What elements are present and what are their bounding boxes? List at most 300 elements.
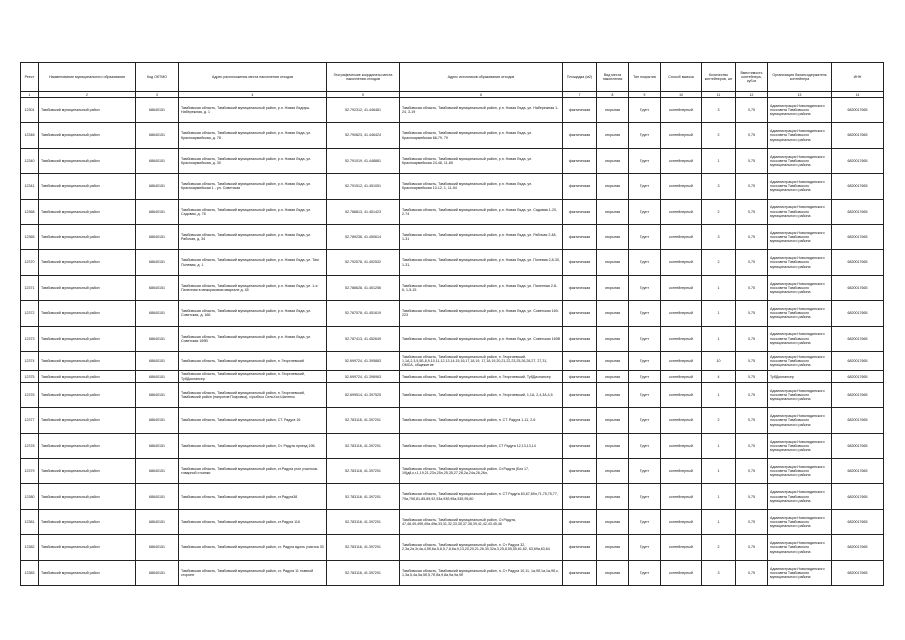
cell-site-kind: открытая (597, 560, 629, 585)
column-number: 3 (136, 92, 179, 98)
cell-site-kind: открытая (597, 382, 629, 407)
cell-area-type: фактическая (563, 250, 597, 275)
cell-owner: Администрация Новолядинского поссовета Тамбовского муниципального района (768, 275, 832, 300)
cell-site-kind: открытая (597, 98, 629, 123)
table-row (21, 382, 884, 407)
cell-cover: Грунт (629, 351, 661, 371)
cell-removal-method: контейнерный (661, 301, 702, 326)
cell-container-volume: 0,75 (736, 351, 768, 371)
cell-container-volume: 0,75 (736, 382, 768, 407)
cell-removal-method: контейнерный (661, 371, 702, 383)
cell-container-volume: 0,75 (736, 560, 768, 585)
cell-owner: Администрация Новолядинского поссовета Тамбовского муниципального района (768, 382, 832, 407)
cell-oktmo: 68640151 (136, 275, 179, 300)
cell-owner: Администрация Новолядинского поссовета Тамбовского муниципального района (768, 560, 832, 585)
cell-container-count: 2 (702, 199, 736, 224)
cell-container-volume: 0,75 (736, 123, 768, 148)
cell-oktmo: 68640151 (136, 382, 179, 407)
cell-id: 12340 (21, 148, 39, 173)
cell-container-count: 4 (702, 371, 736, 383)
cell-site-address: Тамбовская область, Тамбовский муниципальный район, р.п. Новая Ляда, ул. Красноармейская 1 - ул. Советская (179, 174, 327, 199)
cell-owner: Администрация Новолядинского поссовета Тамбовского муниципального района (768, 459, 832, 484)
cell-site-kind: открытая (597, 224, 629, 249)
cell-container-volume: 0,75 (736, 408, 768, 433)
cell-area-type: фактическая (563, 433, 597, 458)
cell-oktmo: 68640151 (136, 199, 179, 224)
cell-coordinates: 52.783116, 41.397201 (327, 484, 400, 509)
cell-removal-method: контейнерный (661, 459, 702, 484)
cell-site-address: Тамбовская область, Тамбовский муниципальный район, р.п. Новая Ляда, ул. Рабочая, д. 34 (179, 224, 327, 249)
cell-container-count: 1 (702, 459, 736, 484)
column-number: 13 (768, 92, 832, 98)
cell-oktmo: 68640151 (136, 148, 179, 173)
cell-sources: Тамбовская область, Тамбовский муниципальный район, р.п. Новая Ляда, ул. Красноармейская 24-48, 11-65 (400, 148, 563, 173)
cell-inn: 6820017665 (832, 351, 884, 371)
cell-inn: 6820017665 (832, 433, 884, 458)
cell-coordinates: 52.783116, 41.397201 (327, 408, 400, 433)
cell-coordinates: 52.699724, 41.396963 (327, 371, 400, 383)
column-header: Вместимость контейнера, куб.м (736, 63, 768, 92)
cell-oktmo: 68640151 (136, 535, 179, 560)
cell-inn: 6820017665 (832, 123, 884, 148)
table-row (21, 199, 884, 224)
cell-municipality: Тамбовский муниципальный район (39, 371, 136, 383)
cell-inn: 6820017665 (832, 224, 884, 249)
cell-container-count: 10 (702, 351, 736, 371)
table-row (21, 535, 884, 560)
cell-municipality: Тамбовский муниципальный район (39, 459, 136, 484)
cell-municipality: Тамбовский муниципальный район (39, 250, 136, 275)
cell-removal-method: контейнерный (661, 224, 702, 249)
cell-oktmo: 68640151 (136, 371, 179, 383)
cell-coordinates: 52.791512, 41.451051 (327, 174, 400, 199)
column-header: Адрес расположения места накопления отходов (179, 63, 327, 92)
cell-site-kind: открытая (597, 535, 629, 560)
header-row (21, 63, 884, 92)
cell-sources: Тамбовская область, Тамбовский муниципальный район, п. СТ. Радуга 1-11, 2-6 (400, 408, 563, 433)
cell-removal-method: контейнерный (661, 408, 702, 433)
table-row (21, 408, 884, 433)
cell-sources: Тамбовская область, Тамбовский муниципальный район, п. Ст Радуга 10,11, 1а,9б,1а,1а,9б,с, 1,3а,5,4а,5а,5б,5,7б,ба,9,8а,9а,9а,9б (400, 560, 563, 585)
cell-removal-method: контейнерный (661, 275, 702, 300)
cell-coordinates: 52.783116, 41.397201 (327, 433, 400, 458)
cell-coordinates: 52.699724, 41.395883 (327, 351, 400, 371)
cell-municipality: Тамбовский муниципальный район (39, 351, 136, 371)
column-header: Код ОКТМО (136, 63, 179, 92)
cell-id: 12381 (21, 509, 39, 534)
cell-municipality: Тамбовский муниципальный район (39, 98, 136, 123)
cell-inn: 6820017665 (832, 199, 884, 224)
cell-area-type: фактическая (563, 408, 597, 433)
cell-removal-method: контейнерный (661, 250, 702, 275)
column-header: Наименование муниципального образования (39, 63, 136, 92)
cell-sources: Тамбовская область, Тамбовский муниципальный район, р.п. Новая Ляда, ул. Советская 169В (400, 326, 563, 351)
cell-municipality: Тамбовский муниципальный район (39, 301, 136, 326)
column-number: 6 (400, 92, 563, 98)
cell-coordinates: 52.787413, 41.452649 (327, 326, 400, 351)
cell-owner: Администрация Новолядинского поссовета Тамбовского муниципального района (768, 174, 832, 199)
cell-removal-method: контейнерный (661, 123, 702, 148)
cell-coordinates: 52.792312, 41.446461 (327, 98, 400, 123)
cell-inn: 6820017665 (832, 484, 884, 509)
cell-inn: 6820017665 (832, 560, 884, 585)
cell-area-type: фактическая (563, 535, 597, 560)
cell-inn: 6820017665 (832, 408, 884, 433)
cell-container-count: 1 (702, 301, 736, 326)
cell-owner: Администрация Новолядинского поссовета Тамбовского муниципального района (768, 224, 832, 249)
cell-coordinates: 52.783116, 41.397201 (327, 560, 400, 585)
cell-id: 12372 (21, 301, 39, 326)
cell-sources: Тамбовская область, Тамбовский муниципальный район, р.п. Новая Ляда, ул. Красноармейская 10-12, 1, 11-54 (400, 174, 563, 199)
cell-container-volume: 0,75 (736, 174, 768, 199)
cell-area-type: фактическая (563, 224, 597, 249)
cell-site-address: Тамбовская область, Тамбовский муниципальный район, р.п. Новая Ляда, ул. Садовая, д. 78 (179, 199, 327, 224)
cell-site-kind: открытая (597, 123, 629, 148)
cell-site-address: Тамбовская область, Тамбовский муниципальный район, р.п. Новая Лядоуш. Набережная, д. 1 (179, 98, 327, 123)
cell-municipality: Тамбовский муниципальный район (39, 535, 136, 560)
table-row (21, 433, 884, 458)
cell-site-kind: открытая (597, 351, 629, 371)
column-header: Адрес источников образования отходов (400, 63, 563, 92)
cell-area-type: фактическая (563, 560, 597, 585)
column-number: 4 (179, 92, 327, 98)
cell-oktmo: 68640151 (136, 123, 179, 148)
cell-site-address: Тамбовская область, Тамбовский муниципальный район, Ст. Радуга проезд 19Б (179, 433, 327, 458)
cell-sources: Тамбовская область, Тамбовский муниципальный район, р.п. Новая Ляда, ул. Рабочая 2-48, 1-31 (400, 224, 563, 249)
cell-id: 12365 (21, 224, 39, 249)
cell-removal-method: контейнерный (661, 174, 702, 199)
column-number: 9 (629, 92, 661, 98)
column-number: 12 (736, 92, 768, 98)
cell-site-kind: открытая (597, 433, 629, 458)
cell-container-count: 3 (702, 174, 736, 199)
table-row (21, 98, 884, 123)
cell-coordinates: 52.790823, 41.446424 (327, 123, 400, 148)
cell-oktmo: 68640151 (136, 459, 179, 484)
cell-site-address: Тамбовская область, Тамбовский муниципальный район, ст.Радуга 116 (179, 509, 327, 534)
cell-site-address: Тамбовская область, Тамбовский муниципальный район, п. Георгиевский, Тамбовский район (напротив Покровка), с/рыбхоз СельХоз Шантеко (179, 382, 327, 407)
cell-id: 12374 (21, 351, 39, 371)
cell-removal-method: контейнерный (661, 382, 702, 407)
table-body (21, 98, 884, 586)
cell-sources: Тамбовская область, Тамбовский муниципальный район, п. СТ Радуга 63,67,69л,71,75,75,77, 79а,79б,81-85,89,92,93а,93б,95а,93б,95,80 (400, 484, 563, 509)
table-row (21, 301, 884, 326)
cell-site-address: Тамбовская область, Тамбовский муниципальный район, р.п. Новая Ляда, ул. Тим Полевая, д. 1 (179, 250, 327, 275)
cell-site-address: Тамбовская область, Тамбовский муниципальный район, ст.Радуга38 (179, 484, 327, 509)
cell-municipality: Тамбовский муниципальный район (39, 275, 136, 300)
cell-site-address: Тамбовская область, Тамбовский муниципальный район, п. Георгиевский, ТубДиспансер (179, 371, 327, 383)
cell-sources: Тамбовская область, Тамбовский муниципальный район, р.п. Новая Ляда, ул. Красноармейская 66-79, 79 (400, 123, 563, 148)
cell-site-address: Тамбовская область, Тамбовский муниципальный район, р.п. Новая Ляда, ул. Красноармейская, д. 78 (179, 123, 327, 148)
cell-site-kind: открытая (597, 250, 629, 275)
cell-site-kind: открытая (597, 509, 629, 534)
cell-cover: Грунт (629, 250, 661, 275)
column-header: Способ вывоза (661, 63, 702, 92)
cell-cover: Грунт (629, 123, 661, 148)
cell-cover: Грунт (629, 275, 661, 300)
cell-container-volume: 0,75 (736, 509, 768, 534)
cell-container-volume: 0,75 (736, 199, 768, 224)
column-number: 5 (327, 92, 400, 98)
cell-area-type: фактическая (563, 382, 597, 407)
column-header: Количество контейнеров, шт (702, 63, 736, 92)
cell-container-volume: 0,75 (736, 535, 768, 560)
table-row (21, 123, 884, 148)
cell-owner: Администрация Новолядинского поссовета Тамбовского муниципального района (768, 433, 832, 458)
cell-area-type: фактическая (563, 275, 597, 300)
cell-owner: Администрация Новолядинского поссовета Тамбовского муниципального района (768, 484, 832, 509)
cell-container-volume: 0,75 (736, 250, 768, 275)
column-number: 14 (832, 92, 884, 98)
cell-owner: Администрация Новолядинского поссовета Тамбовского муниципального района (768, 199, 832, 224)
cell-container-count: 1 (702, 509, 736, 534)
cell-sources: Тамбовская область, Тамбовский муниципальный район, р.п. Новая Ляда, ул. Паленная 2-8-6, 1-5-15 (400, 275, 563, 300)
cell-inn: 6820017665 (832, 301, 884, 326)
cell-inn: 6820017665 (832, 382, 884, 407)
cell-container-volume: 0,75 (736, 275, 768, 300)
cell-inn: 6820017665 (832, 371, 884, 383)
table-row (21, 371, 884, 383)
cell-cover: Грунт (629, 301, 661, 326)
cell-id: 12376 (21, 382, 39, 407)
cell-inn: 6820017665 (832, 509, 884, 534)
cell-owner: Администрация Новолядинского поссовета Тамбовского муниципального района (768, 301, 832, 326)
cell-cover: Грунт (629, 535, 661, 560)
cell-cover: Грунт (629, 459, 661, 484)
cell-area-type: фактическая (563, 123, 597, 148)
cell-id: 12341 (21, 174, 39, 199)
cell-coordinates: 52.791019, 41.448881 (327, 148, 400, 173)
cell-oktmo: 68640151 (136, 98, 179, 123)
cell-container-volume: 0,75 (736, 301, 768, 326)
cell-cover: Грунт (629, 326, 661, 351)
table-row (21, 148, 884, 173)
cell-container-count: 2 (702, 250, 736, 275)
column-number: 2 (39, 92, 136, 98)
cell-oktmo: 68640151 (136, 351, 179, 371)
column-number: 10 (661, 92, 702, 98)
table-row (21, 509, 884, 534)
cell-site-address: Тамбовская область, Тамбовский муниципальный район, СТ. Радуга 16 (179, 408, 327, 433)
cell-sources: Тамбовская область, Тамбовский муниципальный район, п. Георгиевский, 1,1А, 2,4,3А,4,5 (400, 382, 563, 407)
cell-removal-method: контейнерный (661, 509, 702, 534)
cell-site-kind: открытая (597, 174, 629, 199)
cell-inn: 6820017665 (832, 250, 884, 275)
cell-coordinates: 52.699514, 41.397525 (327, 382, 400, 407)
cell-owner: Администрация Новолядинского поссовета Тамбовского муниципального района (768, 98, 832, 123)
column-header: Реест (21, 63, 39, 92)
column-number: 11 (702, 92, 736, 98)
cell-owner: ТубДиспансер (768, 371, 832, 383)
cell-site-address: Тамбовская область, Тамбовский муниципальный район, п. Георгиевский (179, 351, 327, 371)
cell-container-count: 1 (702, 433, 736, 458)
cell-sources: Тамбовская область, Тамбовский муниципальный район, р.п. Новая Ляда, ул. Набережная 1-24, 3-19 (400, 98, 563, 123)
cell-id: 12377 (21, 408, 39, 433)
cell-id: 12370 (21, 250, 39, 275)
cell-removal-method: контейнерный (661, 351, 702, 371)
cell-sources: Тамбовская область, Тамбовский муниципальный район, СТ Радуга 12,13,13,14 (400, 433, 563, 458)
cell-container-volume: 0,75 (736, 224, 768, 249)
cell-inn: 6820017665 (832, 326, 884, 351)
cell-cover: Грунт (629, 224, 661, 249)
cell-id: 12380 (21, 484, 39, 509)
table-row (21, 351, 884, 371)
column-header: Вид места накопления (597, 63, 629, 92)
cell-container-volume: 0,75 (736, 459, 768, 484)
cell-cover: Грунт (629, 560, 661, 585)
cell-removal-method: контейнерный (661, 98, 702, 123)
cell-container-volume: 0,75 (736, 433, 768, 458)
cell-area-type: фактическая (563, 371, 597, 383)
cell-site-kind: открытая (597, 275, 629, 300)
cell-container-volume: 0,75 (736, 484, 768, 509)
cell-removal-method: контейнерный (661, 433, 702, 458)
cell-oktmo: 68640151 (136, 250, 179, 275)
cell-owner: Администрация Новолядинского поссовета Тамбовского муниципального района (768, 250, 832, 275)
cell-municipality: Тамбовский муниципальный район (39, 408, 136, 433)
cell-site-kind: открытая (597, 371, 629, 383)
column-header: Площадка (м2) (563, 63, 597, 92)
cell-removal-method: контейнерный (661, 535, 702, 560)
cell-site-kind: открытая (597, 148, 629, 173)
cell-sources: Тамбовская область, Тамбовский муниципальный район, р.п. Новая Ляда, ул. Садовая 1-20, 2-74 (400, 199, 563, 224)
cell-site-address: Тамбовская область, Тамбовский муниципальный район, р.п. Новая Ляда, ул. 1-я Паленная в межкусковом квартале д. 45 (179, 275, 327, 300)
cell-coordinates: 52.789236, 41.450614 (327, 224, 400, 249)
cell-site-address: Тамбовская область, Тамбовский муниципальный район, р.п. Новая Ляда, ул. Красноармейская, д. 30 (179, 148, 327, 173)
cell-area-type: фактическая (563, 301, 597, 326)
cell-inn: 6820017665 (832, 98, 884, 123)
cell-site-address: Тамбовская область, Тамбовский муниципальный район, ст. Радуга вдоль участка 30 (179, 535, 327, 560)
table-row (21, 484, 884, 509)
cell-area-type: фактическая (563, 459, 597, 484)
cell-sources: Тамбовская область, Тамбовский муниципальный район, Ст.Радуга, 47,48,49,49б,49а,49в,33,31,32,33,35,37,38,39,41,42,43,45,46 (400, 509, 563, 534)
cell-id: 12375 (21, 371, 39, 383)
cell-id: 12348 (21, 123, 39, 148)
cell-cover: Грунт (629, 408, 661, 433)
cell-sources: Тамбовская область, Тамбовский муниципальный район, п. Георгиевский, ТубДиспансер (400, 371, 563, 383)
cell-container-count: 3 (702, 98, 736, 123)
cell-coordinates: 52.783116, 41.397201 (327, 509, 400, 534)
column-header: ИНН (832, 63, 884, 92)
cell-area-type: фактическая (563, 148, 597, 173)
cell-oktmo: 68640151 (136, 484, 179, 509)
cell-inn: 6820017665 (832, 459, 884, 484)
cell-container-count: 2 (702, 408, 736, 433)
cell-owner: Администрация Новолядинского поссовета Тамбовского муниципального района (768, 408, 832, 433)
cell-removal-method: контейнерный (661, 484, 702, 509)
table-row (21, 250, 884, 275)
cell-cover: Грунт (629, 509, 661, 534)
cell-owner: Администрация Новолядинского поссовета Тамбовского муниципального района (768, 326, 832, 351)
cell-site-address: Тамбовская область, Тамбовский муниципальный район, ст. Радуга 11 главной стороне (179, 560, 327, 585)
cell-id: 12379 (21, 459, 39, 484)
cell-removal-method: контейнерный (661, 148, 702, 173)
cell-site-address: Тамбовская область, Тамбовский муниципальный район, ст.Радуга угол участков-товарной стоянки (179, 459, 327, 484)
table-row (21, 560, 884, 585)
cell-container-volume: 0,75 (736, 326, 768, 351)
cell-owner: Администрация Новолядинского поссовета Тамбовского муниципального района (768, 148, 832, 173)
column-number: 7 (563, 92, 597, 98)
cell-municipality: Тамбовский муниципальный район (39, 509, 136, 534)
cell-coordinates: 52.786628, 41.451256 (327, 275, 400, 300)
cell-sources: Тамбовская область, Тамбовский муниципальный район, Ст.Радуга (Без 17, 19)д8,к,г,1,19,21,23л,25л,25,35,27,28,2а,24а,26,26л, (400, 459, 563, 484)
cell-container-volume: 0,75 (736, 371, 768, 383)
cell-inn: 6820017665 (832, 174, 884, 199)
cell-removal-method: контейнерный (661, 560, 702, 585)
cell-oktmo: 68640151 (136, 301, 179, 326)
table-row (21, 326, 884, 351)
cell-inn: 6820017665 (832, 535, 884, 560)
cell-container-count: 1 (702, 326, 736, 351)
cell-oktmo: 68640151 (136, 560, 179, 585)
cell-area-type: фактическая (563, 174, 597, 199)
cell-id: 12378 (21, 433, 39, 458)
cell-owner: Администрация Новолядинского поссовета Тамбовского муниципального района (768, 509, 832, 534)
cell-oktmo: 68640151 (136, 408, 179, 433)
cell-site-kind: открытая (597, 484, 629, 509)
cell-cover: Грунт (629, 199, 661, 224)
cell-owner: Администрация Новолядинского поссовета Тамбовского муниципального района (768, 535, 832, 560)
cell-site-address: Тамбовская область, Тамбовский муниципальный район, р.п. Новая Ляда, ул. Советская, д. 166 (179, 301, 327, 326)
cell-area-type: фактическая (563, 351, 597, 371)
cell-inn: 6820017665 (832, 148, 884, 173)
cell-site-address: Тамбовская область, Тамбовский муниципальный район, р.п. Новая Ляда, ул. Советская 169В (179, 326, 327, 351)
cell-sources: Тамбовская область, Тамбовский муниципальный район, р.п. Новая Ляда, ул. Советская 169-223 (400, 301, 563, 326)
cell-owner: Администрация Новолядинского поссовета Тамбовского муниципального района (768, 123, 832, 148)
cell-municipality: Тамбовский муниципальный район (39, 484, 136, 509)
cell-sources: Тамбовская область, Тамбовский муниципальный район, п. Георгиевский, 1,1А,2,3,5,5Б,8,9,10,11,12,13,14,15,16,17,18,19, 17,18,19,20,21,22,23,25,26,28,27, 27,31, ОМСА, общежитие (400, 351, 563, 371)
cell-removal-method: контейнерный (661, 199, 702, 224)
cell-id: 12383 (21, 560, 39, 585)
cell-area-type: фактическая (563, 199, 597, 224)
cell-container-volume: 0,75 (736, 98, 768, 123)
cell-container-count: 1 (702, 148, 736, 173)
cell-cover: Грунт (629, 98, 661, 123)
cell-municipality: Тамбовский муниципальный район (39, 148, 136, 173)
cell-area-type: фактическая (563, 509, 597, 534)
cell-site-kind: открытая (597, 199, 629, 224)
cell-inn: 6820017665 (832, 275, 884, 300)
cell-cover: Грунт (629, 371, 661, 383)
cell-oktmo: 68640151 (136, 509, 179, 534)
column-header: Организация балансодержатель контейнера (768, 63, 832, 92)
column-header: Географические координаты места накопления отходов (327, 63, 400, 92)
cell-container-count: 1 (702, 275, 736, 300)
cell-municipality: Тамбовский муниципальный район (39, 560, 136, 585)
cell-container-count: 3 (702, 224, 736, 249)
cell-cover: Грунт (629, 484, 661, 509)
cell-container-count: 1 (702, 382, 736, 407)
cell-oktmo: 68640151 (136, 433, 179, 458)
cell-id: 12301 (21, 98, 39, 123)
cell-cover: Грунт (629, 148, 661, 173)
cell-id: 12368 (21, 199, 39, 224)
cell-area-type: фактическая (563, 98, 597, 123)
table-row (21, 275, 884, 300)
cell-sources: Тамбовская область, Тамбовский муниципальный район, р.п. Новая Ляда, ул. Полевая 2,8-30, 1-31, (400, 250, 563, 275)
waste-sites-table (20, 62, 884, 586)
cell-id: 12373 (21, 326, 39, 351)
cell-municipality: Тамбовский муниципальный район (39, 382, 136, 407)
cell-oktmo: 68640151 (136, 326, 179, 351)
table-row (21, 459, 884, 484)
cell-container-count: 2 (702, 123, 736, 148)
cell-cover: Грунт (629, 433, 661, 458)
table-row (21, 224, 884, 249)
table-row (21, 174, 884, 199)
cell-cover: Грунт (629, 382, 661, 407)
cell-id: 12371 (21, 275, 39, 300)
